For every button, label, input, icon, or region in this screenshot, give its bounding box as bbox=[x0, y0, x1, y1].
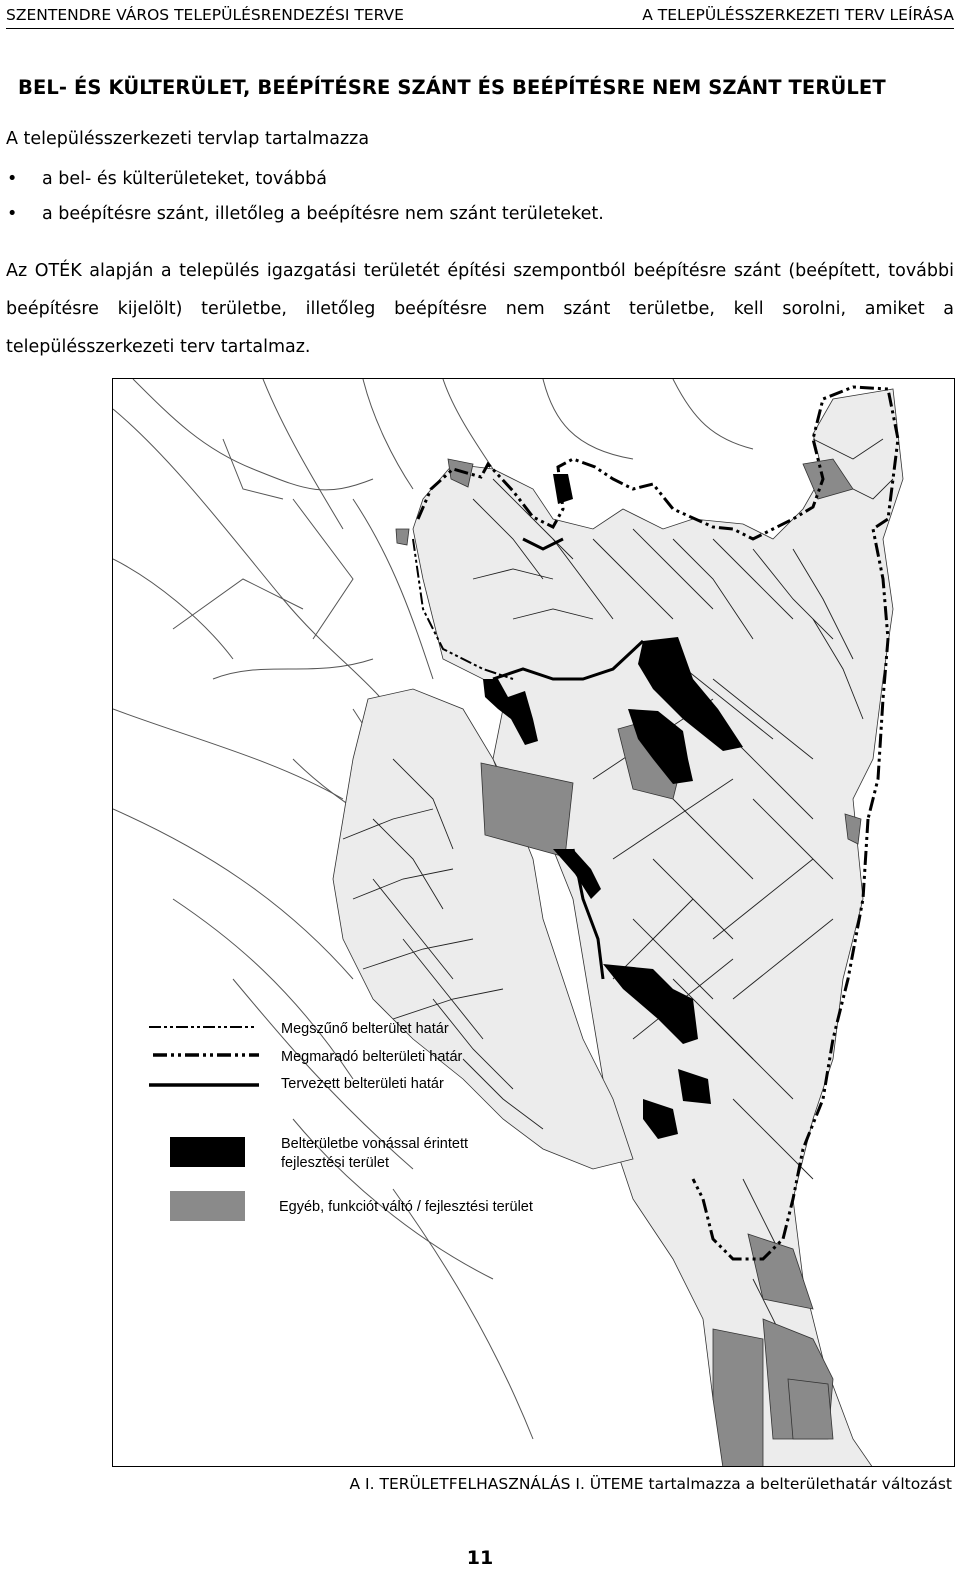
legend-label-remaining-boundary: Megmaradó belterületi határ bbox=[281, 1049, 463, 1065]
legend-black-swatch bbox=[170, 1137, 245, 1167]
legend-line-samples bbox=[149, 1027, 259, 1085]
map-caption: A I. TERÜLETFELHASZNÁLÁS I. ÜTEME tartalmazza a belterülethatár változást bbox=[349, 1475, 952, 1493]
page-header bbox=[6, 4, 954, 29]
bullet-list bbox=[6, 168, 604, 238]
built-up-area bbox=[333, 389, 903, 1467]
map-drawing bbox=[113, 379, 955, 1467]
legend-label-black-line1: Belterületbe vonással érintett bbox=[281, 1136, 468, 1152]
intro-text: A településszerkezeti tervlap tartalmazza bbox=[6, 129, 370, 149]
bullet-text: a bel- és külterületeket, továbbá bbox=[42, 169, 327, 189]
bullet-icon: • bbox=[7, 169, 18, 189]
header-document-title: SZENTENDRE VÁROS TELEPÜLÉSRENDEZÉSI TERVE bbox=[6, 6, 404, 24]
list-item bbox=[6, 168, 604, 203]
list-item bbox=[6, 203, 604, 238]
legend-label-grey: Egyéb, funkciót váltó / fejlesztési terület bbox=[279, 1199, 533, 1215]
land-use-map bbox=[112, 378, 955, 1467]
legend-label-planned-boundary: Tervezett belterületi határ bbox=[281, 1076, 444, 1092]
page-number: 11 bbox=[466, 1547, 494, 1569]
legend-label-black-line2: fejlesztési terület bbox=[281, 1155, 389, 1171]
legend-label-ceasing-boundary: Megszűnő belterület határ bbox=[281, 1021, 449, 1037]
body-paragraph: Az OTÉK alapján a település igazgatási területét építési szempontból beépítésre szánt (beépített, további beépítésre kijelölt) területbe, illetőleg beépítésre nem szánt területbe, kell sorolni, amiket a településszerkezeti terv tartalmaz. bbox=[6, 261, 954, 357]
header-section-title: A TELEPÜLÉSSZERKEZETI TERV LEÍRÁSA bbox=[642, 6, 954, 24]
bullet-text: a beépítésre szánt, illetőleg a beépítésre nem szánt területeket. bbox=[42, 204, 604, 224]
section-title: BEL- ÉS KÜLTERÜLET, BEÉPÍTÉSRE SZÁNT ÉS BEÉPÍTÉSRE NEM SZÁNT TERÜLET bbox=[18, 76, 886, 99]
bullet-icon: • bbox=[7, 204, 18, 224]
legend-grey-swatch bbox=[170, 1191, 245, 1221]
